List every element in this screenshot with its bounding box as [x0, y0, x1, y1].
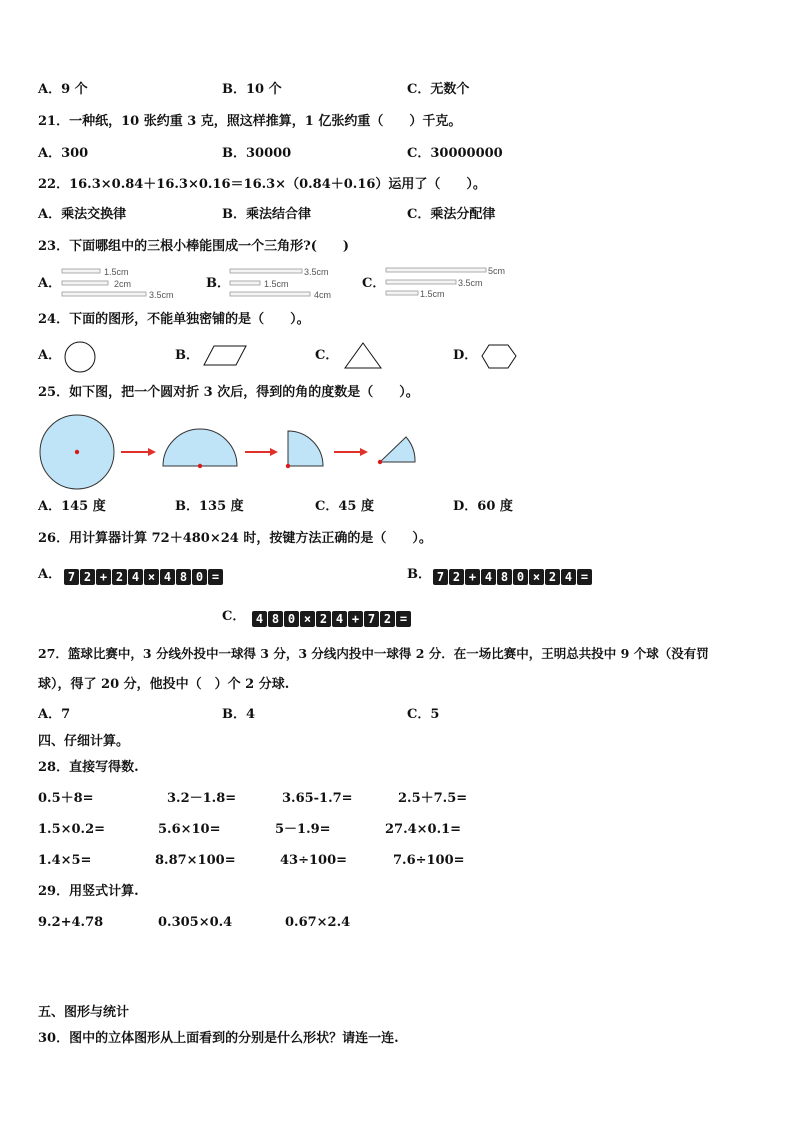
q26-stem: 26．用计算器计算 72＋480×24 时，按键方法正确的是（ ）。	[38, 531, 432, 546]
center-dot	[286, 464, 290, 468]
calc-key: 2	[112, 569, 127, 585]
calc-key: =	[396, 611, 411, 627]
q28-item: 2.5＋7.5=	[398, 791, 468, 806]
stick-label: 2cm	[114, 279, 132, 289]
q21-option-b: B．30000	[222, 146, 292, 161]
q24-option-b: B．	[175, 348, 199, 363]
q28-item: 27.4×0.1=	[385, 822, 462, 837]
calc-key: 4	[481, 569, 496, 585]
stick-label: 3.5cm	[304, 267, 329, 277]
calc-key: 0	[284, 611, 299, 627]
stick-label: 1.5cm	[420, 289, 445, 299]
stick-label: 1.5cm	[264, 279, 289, 289]
q28-item: 1.5×0.2=	[38, 822, 106, 837]
quarter-circle	[288, 431, 323, 466]
q23-sticks-a	[60, 266, 190, 300]
eighth-circle	[380, 437, 415, 462]
calc-key: ×	[144, 569, 159, 585]
calc-key: 0	[192, 569, 207, 585]
calc-key: 8	[268, 611, 283, 627]
calc-key: 7	[64, 569, 79, 585]
parallelogram-shape	[202, 344, 248, 368]
q28-item: 8.87×100=	[155, 853, 236, 868]
q28-item: 3.2－1.8=	[167, 791, 237, 806]
q21-option-c: C．30000000	[407, 146, 503, 161]
q20-option-a: A．9 个	[38, 82, 88, 97]
q27-stem-line1: 27．篮球比赛中，3 分线外投中一球得 3 分，3 分线内投中一球得 2 分．在一场比赛中，王明总共投中 9 个球（没有罚	[38, 646, 709, 661]
q24-option-c: C．	[315, 348, 339, 363]
q20-option-b: B．10 个	[222, 82, 282, 97]
q28-stem: 28．直接写得数.	[38, 760, 139, 775]
q29-stem: 29．用竖式计算.	[38, 884, 139, 899]
calc-key: 2	[545, 569, 560, 585]
q21-option-a: A．300	[38, 146, 89, 161]
center-dot	[198, 464, 202, 468]
stick-label: 5cm	[488, 266, 506, 276]
calc-key: 4	[252, 611, 267, 627]
calc-key: 7	[364, 611, 379, 627]
calc-key: 4	[332, 611, 347, 627]
calc-key: +	[465, 569, 480, 585]
q23-sticks-b	[228, 266, 348, 300]
circle-shape	[64, 341, 98, 373]
q25-option-c: C．45 度	[315, 499, 374, 514]
q28-item: 1.4×5=	[38, 853, 92, 868]
q24-option-a: A．	[38, 348, 62, 363]
q25-option-b: B．135 度	[175, 499, 244, 514]
calc-key: =	[208, 569, 223, 585]
calc-key: 4	[561, 569, 576, 585]
q23-option-a: A．	[38, 276, 62, 291]
q24-stem: 24．下面的图形，不能单独密铺的是（ ）。	[38, 312, 310, 327]
q22-option-b: B．乘法结合律	[222, 207, 311, 222]
q26-keys-a	[64, 566, 224, 585]
stick-label: 4cm	[314, 290, 332, 300]
calc-key: 2	[380, 611, 395, 627]
calc-key: 8	[176, 569, 191, 585]
q28-item: 7.6÷100=	[393, 853, 465, 868]
q25-option-a: A．145 度	[38, 499, 106, 514]
q25-stem: 25．如下图，把一个圆对折 3 次后，得到的角的度数是（ ）。	[38, 385, 419, 400]
q22-stem: 22．16.3×0.84＋16.3×0.16＝16.3×（0.84＋0.16）运用了（ ）。	[38, 177, 486, 192]
q28-item: 5.6×10=	[158, 822, 221, 837]
q30-stem: 30．图中的立体图形从上面看到的分别是什么形状？请连一连.	[38, 1031, 399, 1046]
q21-stem: 21．一种纸，10 张约重 3 克，照这样推算，1 亿张约重（ ）千克。	[38, 114, 462, 129]
q22-option-c: C．乘法分配律	[407, 207, 496, 222]
q24-option-d: D．	[453, 348, 478, 363]
center-dot	[378, 460, 382, 464]
q26-option-a: A．	[38, 567, 62, 582]
calc-key: 2	[449, 569, 464, 585]
calc-key: 0	[513, 569, 528, 585]
calc-key: +	[96, 569, 111, 585]
hexagon-shape	[480, 343, 518, 371]
q23-option-c: C．	[362, 276, 386, 291]
section-5-heading: 五、图形与统计	[38, 1005, 130, 1020]
calc-key: 4	[128, 569, 143, 585]
q23-stem: 23．下面哪组中的三根小棒能围成一个三角形?( )	[38, 239, 350, 254]
q23-sticks-c	[384, 264, 524, 300]
q28-item: 5－1.9=	[275, 822, 331, 837]
calc-key: ×	[300, 611, 315, 627]
stick-label: 3.5cm	[458, 278, 483, 288]
q20-option-c: C．无数个	[407, 82, 470, 97]
center-dot	[75, 450, 79, 454]
q27-option-c: C．5	[407, 707, 440, 722]
q28-item: 0.5＋8=	[38, 791, 94, 806]
calc-key: 2	[80, 569, 95, 585]
circle-folding-diagram	[38, 412, 428, 492]
section-4-heading: 四、仔细计算。	[38, 734, 130, 749]
q25-option-d: D．60 度	[453, 499, 513, 514]
q28-item: 3.65-1.7=	[282, 791, 353, 806]
calc-key: +	[348, 611, 363, 627]
stick-label: 1.5cm	[104, 267, 129, 277]
q26-option-c: C．	[222, 609, 246, 624]
stick-label: 3.5cm	[149, 290, 174, 300]
q22-option-a: A．乘法交换律	[38, 207, 127, 222]
q27-option-a: A．7	[38, 707, 71, 722]
q29-item: 0.305×0.4	[158, 915, 233, 930]
q28-item: 43÷100=	[280, 853, 348, 868]
calc-key: 4	[160, 569, 175, 585]
q26-keys-c	[252, 608, 412, 627]
q29-item: 9.2+4.78	[38, 915, 104, 930]
calc-key: 2	[316, 611, 331, 627]
half-circle	[163, 429, 237, 466]
q27-stem-line2: 球），得了 20 分，他投中（ ）个 2 分球.	[38, 677, 290, 692]
q26-option-b: B．	[407, 567, 431, 582]
q29-item: 0.67×2.4	[285, 915, 351, 930]
calc-key: 8	[497, 569, 512, 585]
q26-keys-b	[433, 566, 593, 585]
triangle-shape	[343, 341, 383, 371]
q27-option-b: B．4	[222, 707, 256, 722]
q23-option-b: B．	[206, 276, 230, 291]
calc-key: 7	[433, 569, 448, 585]
calc-key: ×	[529, 569, 544, 585]
calc-key: =	[577, 569, 592, 585]
